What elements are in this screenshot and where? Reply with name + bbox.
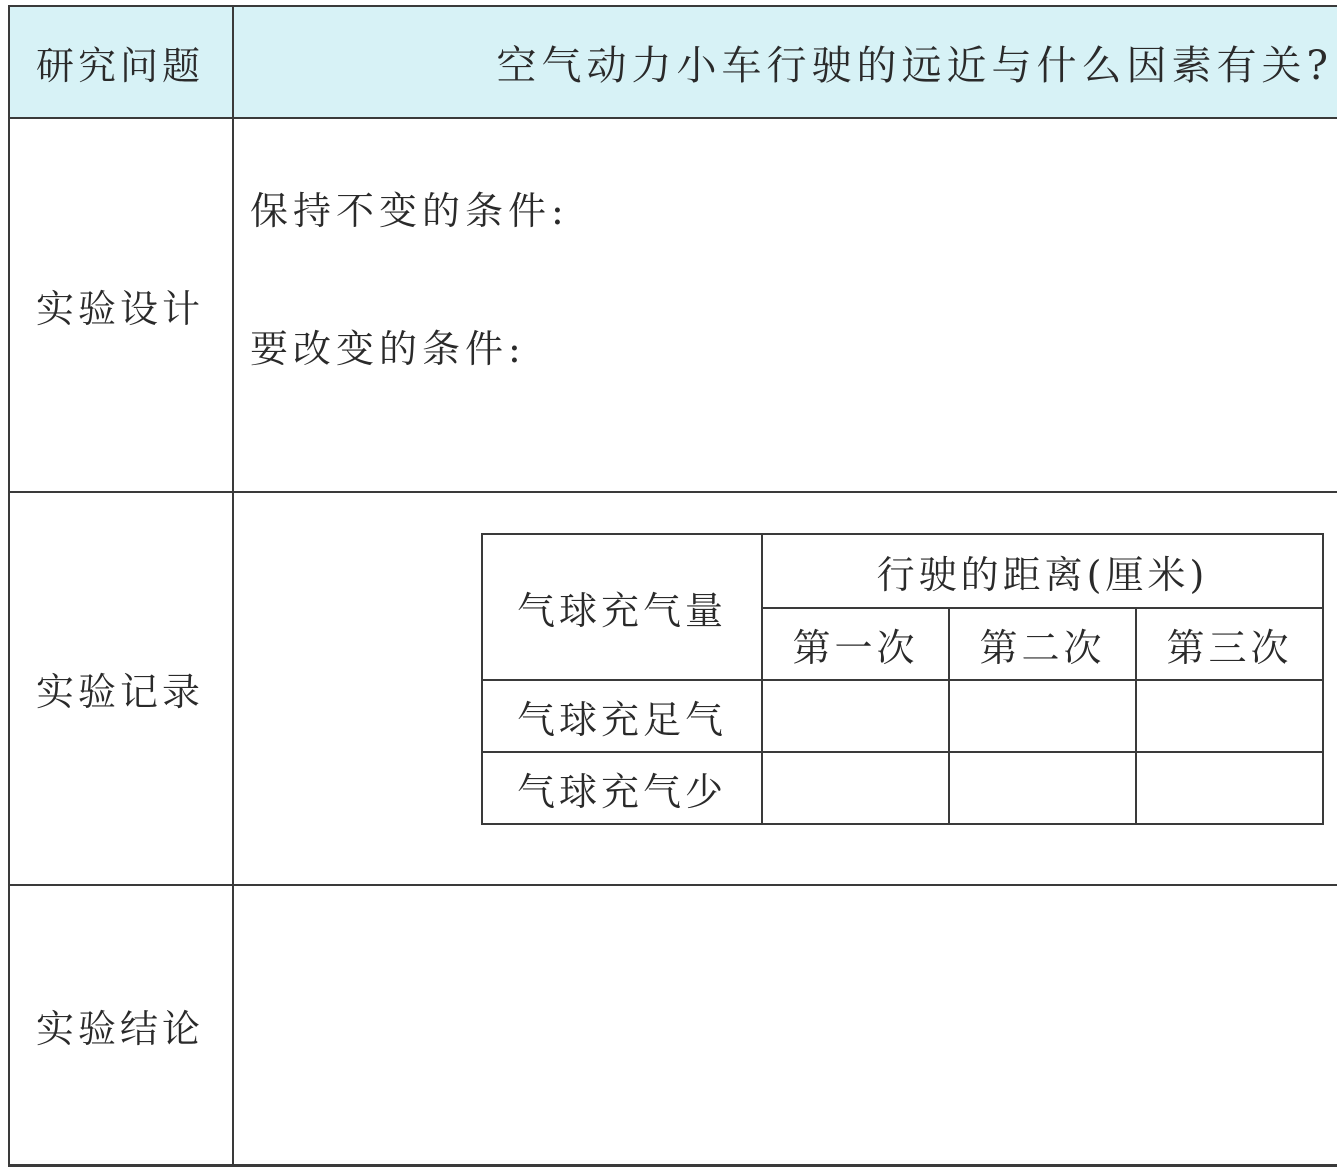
label-column-rule: [232, 6, 234, 1166]
conclusion-answer-area[interactable]: [236, 886, 1337, 1164]
row-label-full: 气球充足气: [482, 680, 762, 752]
low-trial-2-cell[interactable]: [949, 752, 1136, 824]
full-trial-3-cell[interactable]: [1136, 680, 1323, 752]
table-row: [482, 752, 1323, 824]
row-label-low: 气球充气少: [482, 752, 762, 824]
low-trial-1-cell[interactable]: [762, 752, 949, 824]
full-trial-2-cell[interactable]: [949, 680, 1136, 752]
experiment-record-label: 实验记录: [35, 670, 204, 714]
record-table: [481, 533, 1324, 825]
experiment-conclusion-label: 实验结论: [35, 1006, 204, 1051]
trial-header-3: 第三次: [1136, 608, 1323, 680]
full-trial-1-cell[interactable]: [762, 680, 949, 752]
change-conditions-field[interactable]: 要改变的条件:: [250, 327, 526, 371]
bottom-rule: [8, 1164, 1337, 1167]
distance-group-header: 行驶的距离(厘米): [762, 534, 1323, 608]
low-trial-3-cell[interactable]: [1136, 752, 1323, 824]
table-row: [482, 680, 1323, 752]
research-question-label: 研究问题: [35, 43, 204, 88]
keep-conditions-field[interactable]: 保持不变的条件:: [250, 189, 569, 233]
experiment-design-label: 实验设计: [35, 286, 204, 331]
row-header-cell: 气球充气量: [482, 534, 762, 680]
trial-header-2: 第二次: [949, 608, 1136, 680]
trial-header-1: 第一次: [762, 608, 949, 680]
research-question-text: 空气动力小车行驶的远近与什么因素有关?: [496, 42, 1333, 89]
